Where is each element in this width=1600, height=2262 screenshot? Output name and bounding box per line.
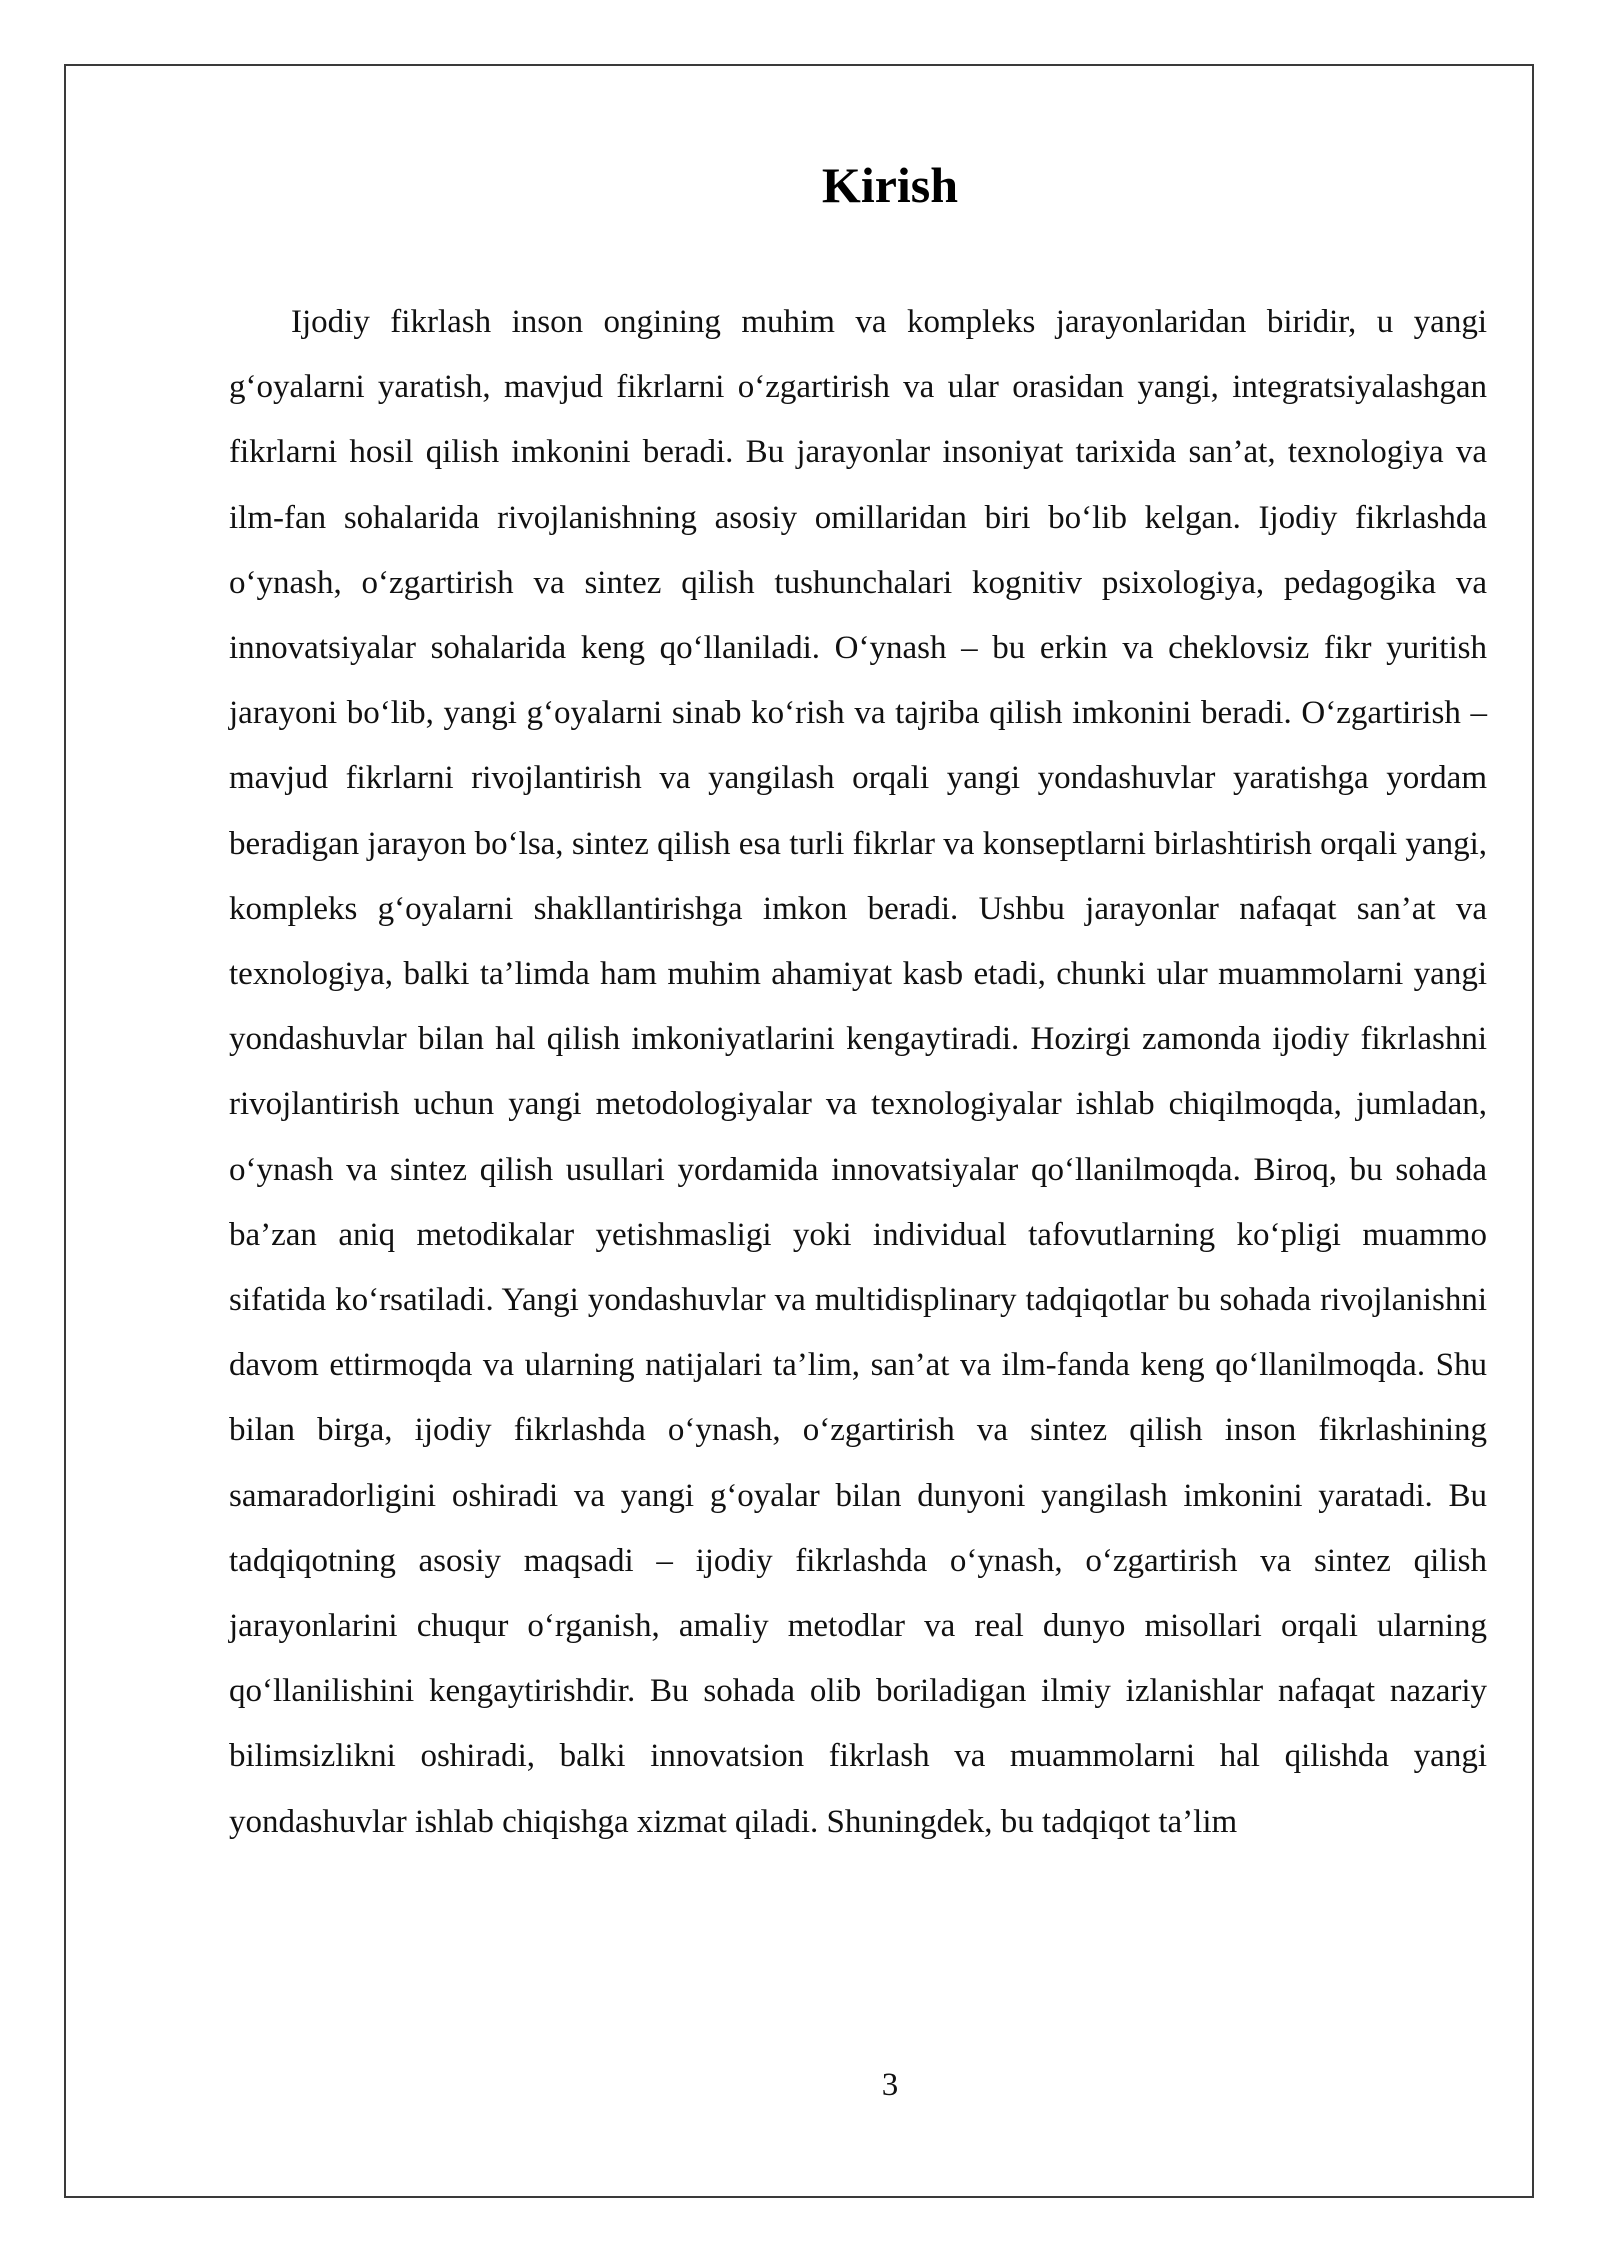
page-title: Kirish <box>821 157 959 213</box>
body-paragraph: Ijodiy fikrlash inson ongining muhim va kompleks jarayonlaridan biridir, u yangi g‘oyalarni yaratish, mavjud fikrlarni o‘zgartirish va ular orasidan yangi, integratsiyalashgan fikrlarni hosil qilish imkonini beradi. Bu jarayonlar insoniyat tarixida san’at, texnologiya va ilm-fan sohalarida rivojlanishning asosiy omillaridan biri bo‘lib kelgan. Ijodiy fikrlashda o‘ynash, o‘zgartirish va sintez qilish tushunchalari kognitiv psixologiya, pedagogika va innovatsiyalar sohalarida keng qo‘llaniladi. O‘ynash – bu erkin va cheklovsiz fikr yuritish jarayoni bo‘lib, yangi g‘oyalarni sinab ko‘rish va tajriba qilish imkonini beradi. O‘zgartirish – mavjud fikrlarni rivojlantirish va yangilash orqali yangi yondashuvlar yaratishga yordam beradigan jarayon bo‘lsa, sintez qilish esa turli fikrlar va konseptlarni birlashtirish orqali yangi, kompleks g‘oyalarni shakllantirishga imkon beradi. Ushbu jarayonlar nafaqat san’at va texnologiya, balki ta’limda ham muhim ahamiyat kasb etadi, chunki ular muammolarni yangi yondashuvlar bilan hal qilish imkoniyatlarini kengaytiradi. Hozirgi zamonda ijodiy fikrlashni rivojlantirish uchun yangi metodologiyalar va texnologiyalar ishlab chiqilmoqda, jumladan, o‘ynash va sintez qilish usullari yordamida innovatsiyalar qo‘llanilmoqda. Biroq, bu sohada ba’zan aniq metodikalar yetishmasligi yoki individual tafovutlarning ko‘pligi muammo sifatida ko‘rsatiladi. Yangi yondashuvlar va multidisplinary tadqiqotlar bu sohada rivojlanishni davom ettirmoqda va ularning natijalari ta’lim, san’at va ilm-fanda keng qo‘llanilmoqda. Shu bilan birga, ijodiy fikrlashda o‘ynash, o‘zgartirish va sintez qilish inson fikrlashining samaradorligini oshiradi va yangi g‘oyalar bilan dunyoni yangilash imkonini yaratadi. Bu tadqiqotning asosiy maqsadi – ijodiy fikrlashda o‘ynash, o‘zgartirish va sintez qilish jarayonlarini chuqur o‘rganish, amaliy metodlar va real dunyo misollari orqali ularning qo‘llanilishini kengaytirishdir. Bu sohada olib boriladigan ilmiy izlanishlar nafaqat nazariy bilimsizlikni oshiradi, balki innovatsion fikrlash va muammolarni hal qilishda yangi yondashuvlar ishlab chiqishga xizmat qiladi. Shuningdek, bu tadqiqot ta’lim <box>229 304 1487 1840</box>
page-number: 3 <box>881 2067 899 2103</box>
